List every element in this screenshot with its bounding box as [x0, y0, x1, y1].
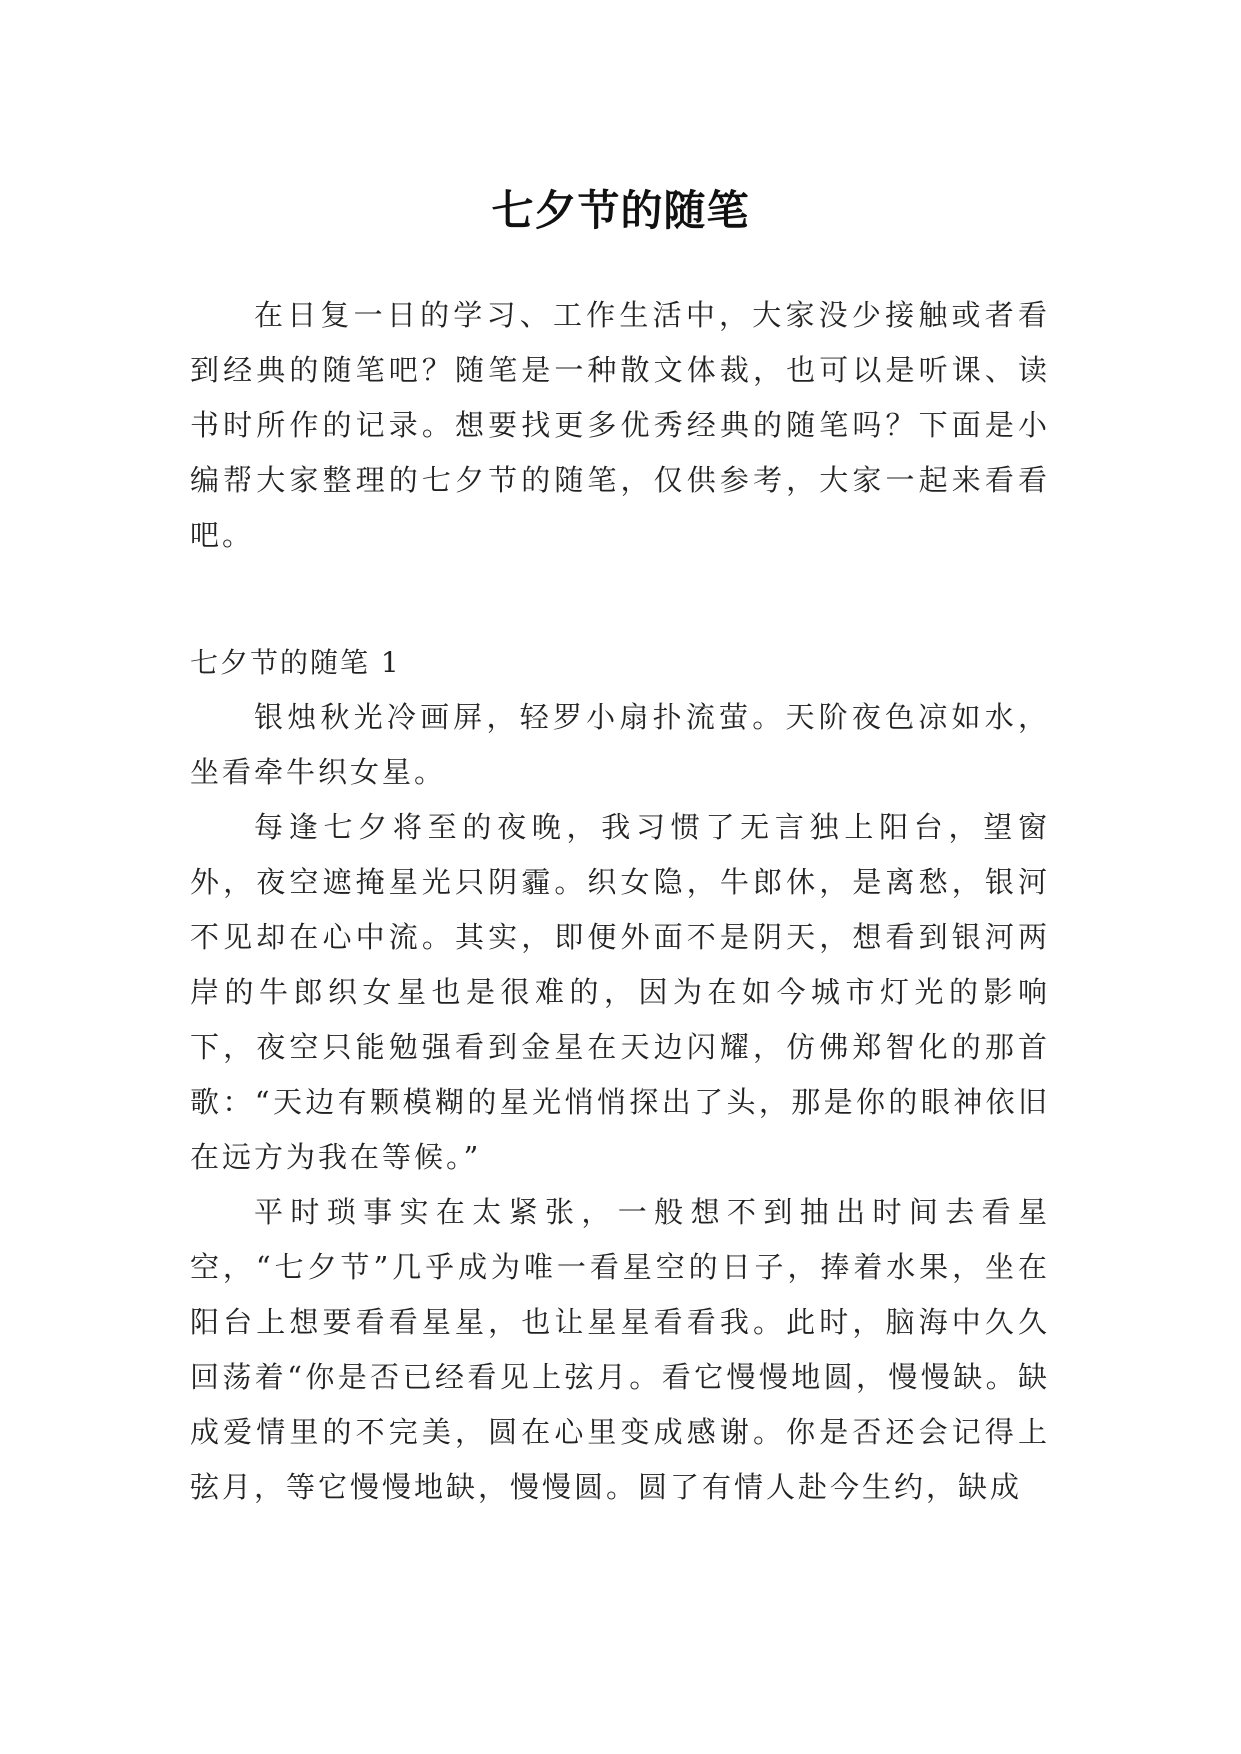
document-body	[190, 288, 1050, 1515]
body-paragraph: 银烛秋光冷画屏，轻罗小扇扑流萤。天阶夜色凉如水，坐看牵牛织女星。	[190, 700, 1050, 789]
body-paragraph: 每逢七夕将至的夜晚，我习惯了无言独上阳台，望窗外，夜空遮掩星光只阴霾。织女隐，牛郎休，是离愁，银河不见却在心中流。其实，即便外面不是阴天，想看到银河两岸的牛郎织女星也是很难的，因为在如今城市灯光的影响下，夜空只能勉强看到金星在天边闪耀，仿佛郑智化的那首歌：“天边有颗模糊的星光悄悄探出了头，那是你的眼神依旧在远方为我在等候。”	[190, 810, 1050, 1174]
section-heading: 七夕节的随笔 1	[190, 646, 401, 679]
page-title: 七夕节的随笔	[491, 186, 750, 236]
body-paragraph: 平时琐事实在太紧张，一般想不到抽出时间去看星空，“七夕节”几乎成为唯一看星空的日子，捧着水果，坐在阳台上想要看看星星，也让星星看看我。此时，脑海中久久回荡着“你是否已经看见上弦月。看它慢慢地圆，慢慢缺。缺成爱情里的不完美，圆在心里变成感谢。你是否还会记得上弦月，等它慢慢地缺，慢慢圆。圆了有情人赴今生约，缺成	[190, 1195, 1050, 1504]
intro-paragraph: 在日复一日的学习、工作生活中，大家没少接触或者看到经典的随笔吧？随笔是一种散文体裁，也可以是听课、读书时所作的记录。想要找更多优秀经典的随笔吗？下面是小编帮大家整理的七夕节的随笔，仅供参考，大家一起来看看吧。	[190, 298, 1050, 552]
